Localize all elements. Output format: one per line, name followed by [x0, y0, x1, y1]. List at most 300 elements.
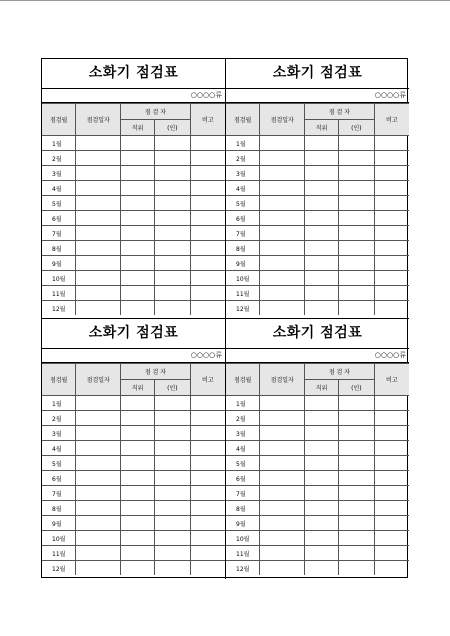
date-cell[interactable]	[260, 256, 305, 271]
table-row	[42, 151, 225, 166]
remarks-cell[interactable]	[190, 516, 225, 531]
remarks-cell[interactable]	[190, 456, 225, 471]
table-row	[42, 196, 225, 211]
seal-cell[interactable]	[155, 546, 191, 561]
inspection-sheet	[41, 58, 408, 578]
seal-cell[interactable]	[155, 411, 191, 426]
card-title: 소화기 점검표	[226, 319, 409, 349]
month-cell: 2월	[226, 151, 260, 166]
remarks-cell[interactable]	[190, 531, 225, 546]
seal-cell[interactable]	[339, 211, 375, 226]
remarks-cell[interactable]	[190, 151, 225, 166]
date-cell[interactable]	[76, 456, 121, 471]
month-cell: 5월	[42, 196, 76, 211]
date-cell[interactable]	[260, 181, 305, 196]
table-row	[226, 241, 409, 256]
seal-cell[interactable]	[155, 456, 191, 471]
remarks-cell[interactable]	[374, 531, 409, 546]
date-cell[interactable]	[76, 411, 121, 426]
table-row	[42, 471, 225, 486]
seal-cell[interactable]	[155, 181, 191, 196]
position-cell[interactable]	[305, 501, 339, 516]
header-remarks: 비고	[374, 364, 409, 396]
date-cell[interactable]	[260, 396, 305, 411]
month-cell: 9월	[42, 256, 76, 271]
table-row	[226, 286, 409, 301]
remarks-cell[interactable]	[190, 426, 225, 441]
date-cell[interactable]	[76, 181, 121, 196]
seal-cell[interactable]	[339, 456, 375, 471]
seal-cell[interactable]	[339, 256, 375, 271]
position-cell[interactable]	[305, 531, 339, 546]
card-title: 소화기 점검표	[226, 59, 409, 89]
seal-cell[interactable]	[339, 486, 375, 501]
date-cell[interactable]	[260, 531, 305, 546]
table-row	[226, 181, 409, 196]
remarks-cell[interactable]	[374, 256, 409, 271]
header-row	[226, 364, 409, 380]
month-cell: 4월	[42, 441, 76, 456]
date-cell[interactable]	[76, 211, 121, 226]
remarks-cell[interactable]	[374, 166, 409, 181]
date-cell[interactable]	[260, 211, 305, 226]
date-cell[interactable]	[76, 396, 121, 411]
inspection-card	[226, 319, 409, 579]
remarks-cell[interactable]	[374, 561, 409, 576]
table-row	[226, 411, 409, 426]
position-cell[interactable]	[305, 151, 339, 166]
position-cell[interactable]	[305, 196, 339, 211]
month-cell: 1월	[42, 136, 76, 151]
remarks-cell[interactable]	[374, 241, 409, 256]
remarks-cell[interactable]	[374, 456, 409, 471]
position-cell[interactable]	[305, 396, 339, 411]
date-cell[interactable]	[260, 501, 305, 516]
header-date: 점검일자	[76, 104, 121, 136]
date-cell[interactable]	[76, 151, 121, 166]
seal-cell[interactable]	[155, 151, 191, 166]
remarks-cell[interactable]	[374, 286, 409, 301]
date-cell[interactable]	[76, 256, 121, 271]
date-cell[interactable]	[260, 286, 305, 301]
seal-cell[interactable]	[339, 396, 375, 411]
remarks-cell[interactable]	[374, 396, 409, 411]
remarks-cell[interactable]	[190, 226, 225, 241]
table-row	[226, 271, 409, 286]
table-row	[226, 136, 409, 151]
seal-cell[interactable]	[339, 561, 375, 576]
remarks-cell[interactable]	[190, 301, 225, 316]
position-cell[interactable]	[121, 211, 155, 226]
position-cell[interactable]	[305, 561, 339, 576]
seal-cell[interactable]	[339, 151, 375, 166]
date-cell[interactable]	[76, 531, 121, 546]
seal-cell[interactable]	[155, 286, 191, 301]
remarks-cell[interactable]	[374, 136, 409, 151]
date-cell[interactable]	[76, 166, 121, 181]
seal-cell[interactable]	[155, 166, 191, 181]
remarks-cell[interactable]	[374, 271, 409, 286]
position-cell[interactable]	[305, 411, 339, 426]
remarks-cell[interactable]	[374, 486, 409, 501]
seal-cell[interactable]	[339, 136, 375, 151]
remarks-cell[interactable]	[374, 441, 409, 456]
position-cell[interactable]	[121, 501, 155, 516]
position-cell[interactable]	[305, 271, 339, 286]
remarks-cell[interactable]	[374, 211, 409, 226]
month-cell: 1월	[42, 396, 76, 411]
seal-cell[interactable]	[155, 426, 191, 441]
date-cell[interactable]	[76, 136, 121, 151]
month-cell: 10월	[226, 531, 260, 546]
table-row	[42, 211, 225, 226]
table-row	[42, 456, 225, 471]
seal-cell[interactable]	[339, 546, 375, 561]
month-cell: 10월	[226, 271, 260, 286]
position-cell[interactable]	[305, 166, 339, 181]
seal-cell[interactable]	[155, 271, 191, 286]
date-cell[interactable]	[260, 196, 305, 211]
table-row	[226, 301, 409, 316]
seal-cell[interactable]	[155, 226, 191, 241]
remarks-cell[interactable]	[374, 546, 409, 561]
position-cell[interactable]	[121, 226, 155, 241]
month-cell: 12월	[226, 301, 260, 316]
header-inspector: 점 검 자	[121, 364, 191, 380]
header-seal: (인)	[339, 380, 375, 396]
table-row	[42, 426, 225, 441]
position-cell[interactable]	[121, 426, 155, 441]
table-row	[226, 196, 409, 211]
remarks-cell[interactable]	[190, 471, 225, 486]
seal-cell[interactable]	[339, 426, 375, 441]
remarks-cell[interactable]	[374, 151, 409, 166]
table-row	[42, 546, 225, 561]
position-cell[interactable]	[305, 136, 339, 151]
month-cell: 11월	[226, 286, 260, 301]
card-title: 소화기 점검표	[42, 59, 225, 89]
position-cell[interactable]	[121, 441, 155, 456]
remarks-cell[interactable]	[374, 196, 409, 211]
seal-cell[interactable]	[155, 136, 191, 151]
seal-cell[interactable]	[155, 301, 191, 316]
seal-cell[interactable]	[339, 226, 375, 241]
position-cell[interactable]	[121, 196, 155, 211]
seal-cell[interactable]	[339, 301, 375, 316]
remarks-cell[interactable]	[374, 181, 409, 196]
seal-cell[interactable]	[155, 196, 191, 211]
position-cell[interactable]	[121, 166, 155, 181]
date-cell[interactable]	[260, 411, 305, 426]
month-cell: 3월	[226, 426, 260, 441]
inspection-card	[226, 59, 409, 319]
month-cell: 2월	[42, 151, 76, 166]
seal-cell[interactable]	[155, 441, 191, 456]
position-cell[interactable]	[121, 271, 155, 286]
month-cell: 12월	[42, 301, 76, 316]
table-row	[42, 241, 225, 256]
month-cell: 9월	[226, 516, 260, 531]
month-cell: 11월	[42, 546, 76, 561]
position-cell[interactable]	[121, 456, 155, 471]
table-row	[226, 501, 409, 516]
date-cell[interactable]	[260, 441, 305, 456]
month-cell: 2월	[226, 411, 260, 426]
month-cell: 12월	[42, 561, 76, 576]
date-cell[interactable]	[76, 226, 121, 241]
table-row	[42, 256, 225, 271]
table-row	[226, 561, 409, 576]
date-cell[interactable]	[260, 301, 305, 316]
month-cell: 12월	[226, 561, 260, 576]
month-cell: 6월	[226, 211, 260, 226]
remarks-cell[interactable]	[190, 441, 225, 456]
remarks-cell[interactable]	[190, 241, 225, 256]
position-cell[interactable]	[305, 516, 339, 531]
seal-cell[interactable]	[155, 256, 191, 271]
inspection-table	[42, 103, 225, 315]
month-cell: 8월	[42, 241, 76, 256]
remarks-cell[interactable]	[190, 501, 225, 516]
date-cell[interactable]	[76, 471, 121, 486]
position-cell[interactable]	[305, 441, 339, 456]
seal-cell[interactable]	[155, 241, 191, 256]
seal-cell[interactable]	[339, 166, 375, 181]
position-cell[interactable]	[305, 181, 339, 196]
header-remarks: 비고	[374, 104, 409, 136]
remarks-cell[interactable]	[374, 516, 409, 531]
position-cell[interactable]	[305, 241, 339, 256]
position-cell[interactable]	[121, 561, 155, 576]
header-row	[42, 104, 225, 120]
position-cell[interactable]	[305, 456, 339, 471]
remarks-cell[interactable]	[190, 271, 225, 286]
date-cell[interactable]	[260, 166, 305, 181]
month-cell: 11월	[42, 286, 76, 301]
remarks-cell[interactable]	[374, 501, 409, 516]
header-inspector: 점 검 자	[305, 104, 375, 120]
month-cell: 4월	[226, 181, 260, 196]
seal-cell[interactable]	[339, 531, 375, 546]
remarks-cell[interactable]	[190, 546, 225, 561]
remarks-cell[interactable]	[190, 561, 225, 576]
seal-cell[interactable]	[339, 241, 375, 256]
position-cell[interactable]	[121, 301, 155, 316]
seal-cell[interactable]	[339, 271, 375, 286]
table-row	[226, 166, 409, 181]
month-cell: 8월	[42, 501, 76, 516]
header-month: 점검월	[42, 104, 76, 136]
seal-cell[interactable]	[339, 441, 375, 456]
remarks-cell[interactable]	[374, 301, 409, 316]
remarks-cell[interactable]	[190, 166, 225, 181]
remarks-cell[interactable]	[190, 256, 225, 271]
table-row	[42, 441, 225, 456]
date-cell[interactable]	[260, 471, 305, 486]
seal-cell[interactable]	[155, 396, 191, 411]
table-row	[42, 486, 225, 501]
position-cell[interactable]	[305, 426, 339, 441]
position-cell[interactable]	[121, 256, 155, 271]
table-row	[226, 471, 409, 486]
position-cell[interactable]	[305, 301, 339, 316]
inspection-table	[42, 363, 225, 575]
position-cell[interactable]	[121, 181, 155, 196]
table-row	[42, 286, 225, 301]
position-cell[interactable]	[121, 471, 155, 486]
table-row	[42, 271, 225, 286]
position-cell[interactable]	[121, 531, 155, 546]
table-row	[226, 426, 409, 441]
position-cell[interactable]	[305, 226, 339, 241]
month-cell: 11월	[226, 546, 260, 561]
date-cell[interactable]	[76, 241, 121, 256]
month-cell: 7월	[42, 226, 76, 241]
month-cell: 1월	[226, 396, 260, 411]
date-cell[interactable]	[260, 546, 305, 561]
header-remarks: 비고	[190, 364, 225, 396]
table-row	[226, 486, 409, 501]
header-date: 점검일자	[76, 364, 121, 396]
header-position: 직위	[121, 120, 155, 136]
date-cell[interactable]	[76, 501, 121, 516]
table-row	[42, 136, 225, 151]
position-cell[interactable]	[305, 471, 339, 486]
month-cell: 5월	[226, 456, 260, 471]
remarks-cell[interactable]	[190, 411, 225, 426]
position-cell[interactable]	[305, 211, 339, 226]
month-cell: 3월	[42, 166, 76, 181]
month-cell: 2월	[42, 411, 76, 426]
position-cell[interactable]	[121, 486, 155, 501]
position-cell[interactable]	[121, 546, 155, 561]
position-cell[interactable]	[305, 286, 339, 301]
header-row	[226, 104, 409, 120]
position-cell[interactable]	[121, 136, 155, 151]
inspection-card	[42, 59, 226, 319]
remarks-cell[interactable]	[190, 211, 225, 226]
date-cell[interactable]	[76, 271, 121, 286]
remarks-cell[interactable]	[374, 411, 409, 426]
header-date: 점검일자	[260, 364, 305, 396]
position-cell[interactable]	[121, 516, 155, 531]
seal-cell[interactable]	[339, 181, 375, 196]
month-cell: 3월	[42, 426, 76, 441]
date-cell[interactable]	[260, 561, 305, 576]
seal-cell[interactable]	[155, 516, 191, 531]
date-cell[interactable]	[260, 516, 305, 531]
month-cell: 7월	[226, 486, 260, 501]
table-row	[42, 516, 225, 531]
position-cell[interactable]	[121, 411, 155, 426]
date-cell[interactable]	[260, 271, 305, 286]
position-cell[interactable]	[121, 396, 155, 411]
remarks-cell[interactable]	[374, 426, 409, 441]
month-cell: 10월	[42, 271, 76, 286]
month-cell: 10월	[42, 531, 76, 546]
date-cell[interactable]	[260, 226, 305, 241]
date-cell[interactable]	[260, 486, 305, 501]
date-cell[interactable]	[76, 286, 121, 301]
date-cell[interactable]	[76, 561, 121, 576]
seal-cell[interactable]	[339, 501, 375, 516]
header-month: 점검월	[42, 364, 76, 396]
header-seal: (인)	[155, 380, 191, 396]
month-cell: 8월	[226, 241, 260, 256]
table-row	[42, 301, 225, 316]
remarks-cell[interactable]	[190, 486, 225, 501]
inspection-table	[226, 103, 409, 315]
month-cell: 4월	[42, 181, 76, 196]
seal-cell[interactable]	[155, 561, 191, 576]
remarks-cell[interactable]	[374, 226, 409, 241]
table-row	[226, 441, 409, 456]
seal-cell[interactable]	[339, 411, 375, 426]
date-cell[interactable]	[260, 426, 305, 441]
date-cell[interactable]	[76, 196, 121, 211]
date-cell[interactable]	[76, 426, 121, 441]
position-cell[interactable]	[121, 241, 155, 256]
seal-cell[interactable]	[339, 471, 375, 486]
seal-cell[interactable]	[155, 211, 191, 226]
date-cell[interactable]	[260, 241, 305, 256]
seal-cell[interactable]	[339, 196, 375, 211]
month-cell: 6월	[42, 471, 76, 486]
position-cell[interactable]	[305, 546, 339, 561]
date-cell[interactable]	[76, 301, 121, 316]
table-row	[42, 531, 225, 546]
date-cell[interactable]	[260, 151, 305, 166]
remarks-cell[interactable]	[190, 136, 225, 151]
date-cell[interactable]	[76, 486, 121, 501]
seal-cell[interactable]	[155, 486, 191, 501]
remarks-cell[interactable]	[374, 471, 409, 486]
date-cell[interactable]	[76, 516, 121, 531]
inspection-table	[226, 363, 409, 575]
header-inspector: 점 검 자	[305, 364, 375, 380]
month-cell: 8월	[226, 501, 260, 516]
remarks-cell[interactable]	[190, 181, 225, 196]
position-cell[interactable]	[305, 256, 339, 271]
remarks-cell[interactable]	[190, 286, 225, 301]
table-row	[226, 396, 409, 411]
seal-cell[interactable]	[155, 531, 191, 546]
date-cell[interactable]	[76, 441, 121, 456]
header-position: 직위	[121, 380, 155, 396]
position-cell[interactable]	[121, 286, 155, 301]
seal-cell[interactable]	[339, 286, 375, 301]
table-row	[42, 411, 225, 426]
position-cell[interactable]	[305, 486, 339, 501]
position-cell[interactable]	[121, 151, 155, 166]
header-month: 점검월	[226, 364, 260, 396]
table-row	[226, 211, 409, 226]
table-row	[226, 151, 409, 166]
header-month: 점검월	[226, 104, 260, 136]
month-cell: 9월	[42, 516, 76, 531]
seal-cell[interactable]	[339, 516, 375, 531]
seal-cell[interactable]	[155, 471, 191, 486]
table-row	[42, 226, 225, 241]
header-seal: (인)	[339, 120, 375, 136]
seal-cell[interactable]	[155, 501, 191, 516]
remarks-cell[interactable]	[190, 396, 225, 411]
remarks-cell[interactable]	[190, 196, 225, 211]
date-cell[interactable]	[260, 456, 305, 471]
table-row	[226, 456, 409, 471]
date-cell[interactable]	[260, 136, 305, 151]
date-cell[interactable]	[76, 546, 121, 561]
